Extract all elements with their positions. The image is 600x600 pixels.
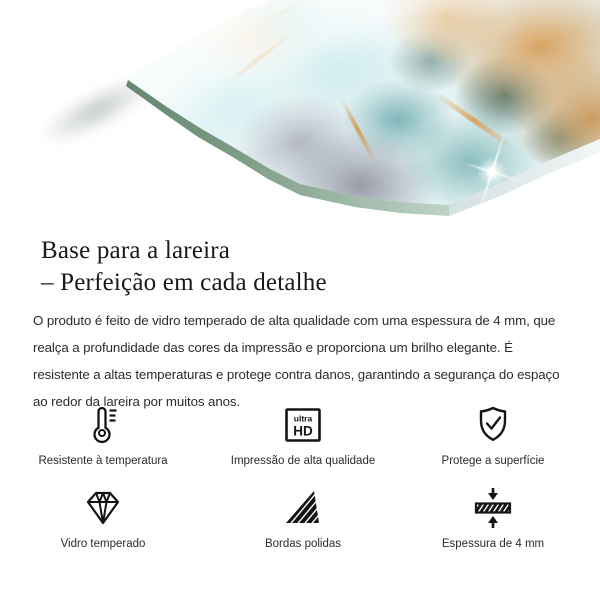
feature-thickness xyxy=(400,486,586,550)
thickness-4mm-icon xyxy=(471,486,515,530)
feature-temperature xyxy=(0,403,206,467)
feature-label: Bordas polidas xyxy=(264,538,342,550)
feature-label: Protege a superfície xyxy=(441,455,545,467)
product-photo xyxy=(0,0,600,232)
feature-label: Vidro temperado xyxy=(60,538,146,550)
thermometer-icon xyxy=(81,403,125,447)
product-description: O produto é feito de vidro temperado de alta qualidade com uma espessura de 4 mm, que realça a profundidade das cores da impressão e proporciona um brilho elegante. É resistente a altas temperaturas e protege contra danos, garantindo a segurança do espaço ao redor da lareira por muitos anos. xyxy=(33,313,560,409)
feature-label: Espessura de 4 mm xyxy=(441,538,545,550)
feature-print-quality xyxy=(206,403,400,467)
shield-check-icon xyxy=(471,403,515,447)
svg-text:HD: HD xyxy=(293,423,313,439)
page-title-line1: Base para a lareira xyxy=(41,237,231,264)
feature-label: Impressão de alta qualidade xyxy=(230,455,376,467)
feature-tempered-glass xyxy=(0,486,206,550)
features-grid xyxy=(0,403,586,550)
feature-label: Resistente à temperatura xyxy=(38,455,168,467)
page-title xyxy=(41,235,327,298)
page-title-line2: – Perfeição em cada detalhe xyxy=(41,268,327,296)
feature-surface-protection xyxy=(400,403,586,467)
diamond-icon xyxy=(81,486,125,530)
svg-text:ultra: ultra xyxy=(293,413,313,424)
ultra-hd-icon xyxy=(281,403,325,447)
feature-polished-edges xyxy=(206,486,400,550)
polished-edges-icon xyxy=(281,486,325,530)
